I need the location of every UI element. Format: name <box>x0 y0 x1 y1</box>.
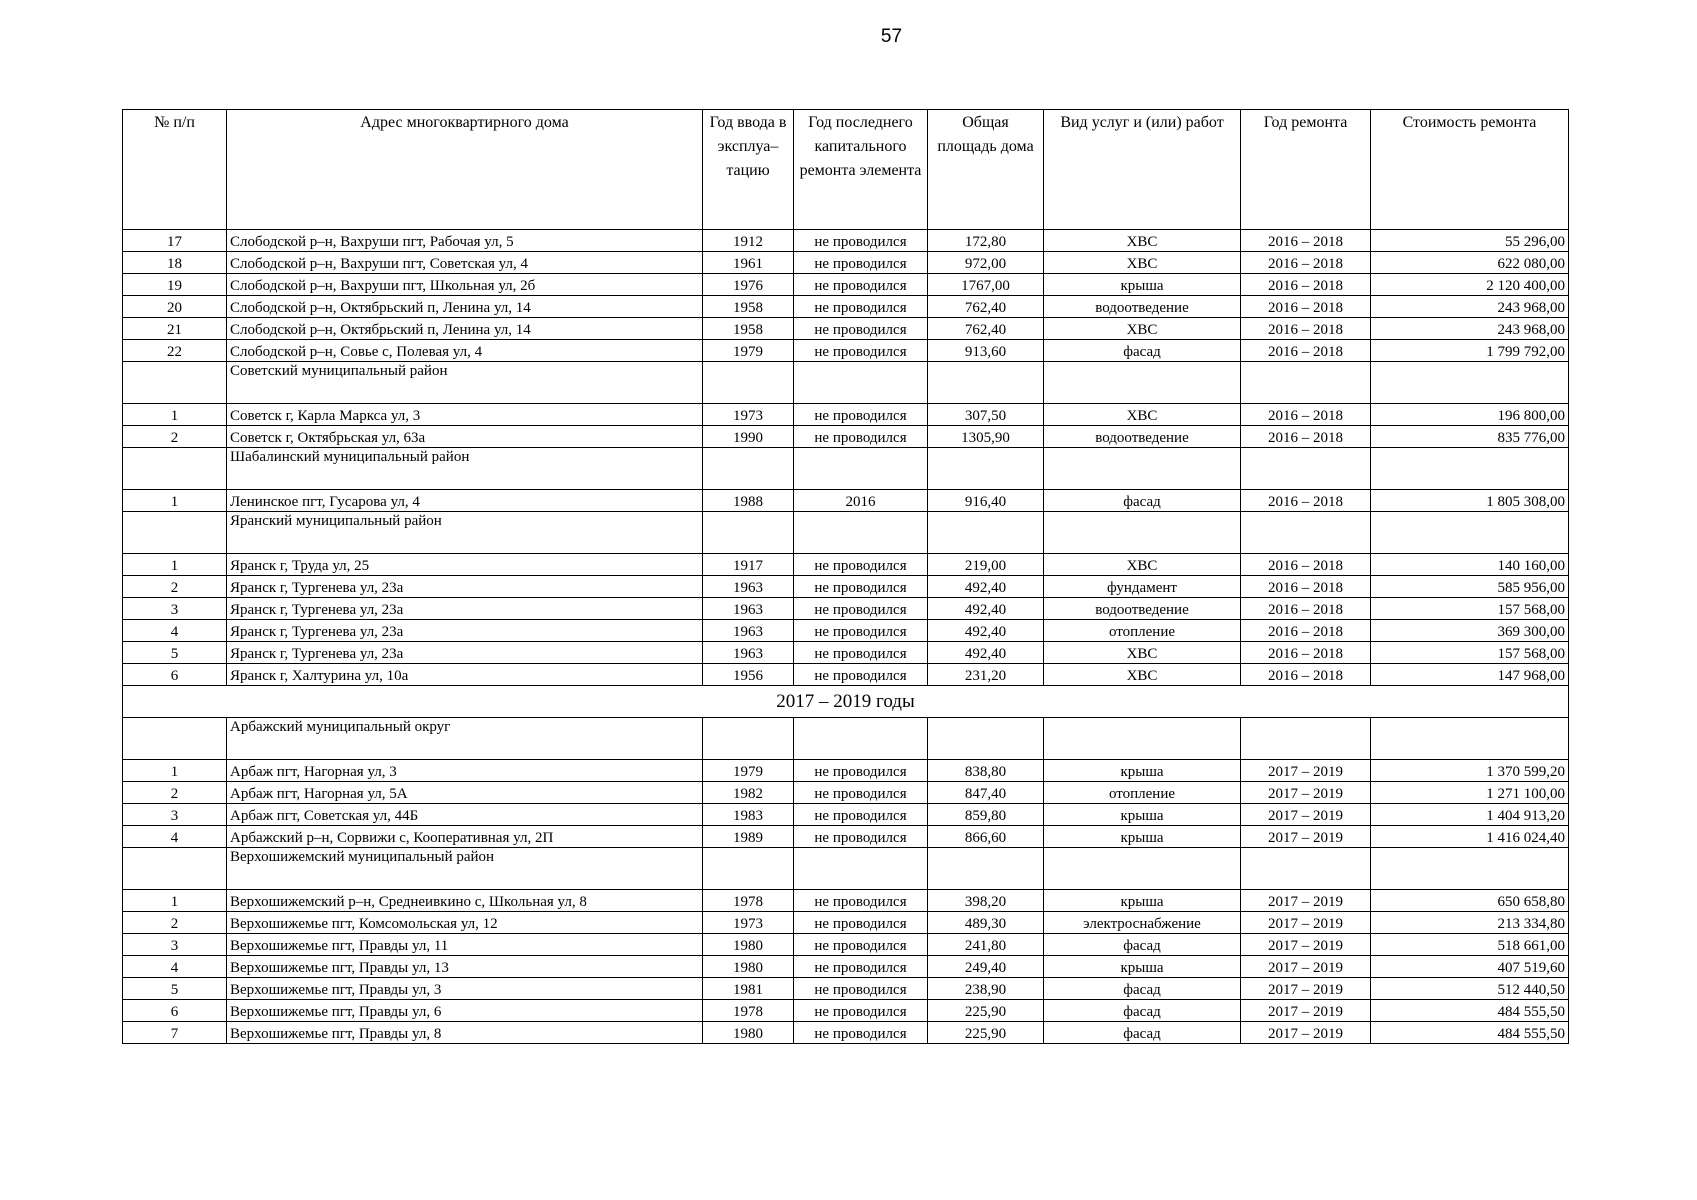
row-service: фасад <box>1044 978 1241 1000</box>
empty-cell <box>123 848 227 890</box>
row-area: 172,80 <box>928 230 1044 252</box>
row-year-built: 1973 <box>703 912 794 934</box>
row-cost: 1 805 308,00 <box>1371 490 1569 512</box>
district-name: Верхошижемский муниципальный район <box>227 848 703 890</box>
row-repair-years: 2017 – 2019 <box>1241 912 1371 934</box>
row-repair-years: 2017 – 2019 <box>1241 826 1371 848</box>
row-year-built: 1983 <box>703 804 794 826</box>
row-num: 21 <box>123 318 227 340</box>
row-address: Яранск г, Тургенева ул, 23а <box>227 620 703 642</box>
row-year-built: 1990 <box>703 426 794 448</box>
row-year-built: 1979 <box>703 760 794 782</box>
row-area: 859,80 <box>928 804 1044 826</box>
row-last-repair: не проводился <box>794 826 928 848</box>
row-service: фасад <box>1044 490 1241 512</box>
row-repair-years: 2016 – 2018 <box>1241 426 1371 448</box>
row-service: крыша <box>1044 890 1241 912</box>
row-service: водоотведение <box>1044 598 1241 620</box>
table-row <box>123 340 1569 362</box>
table-row <box>123 642 1569 664</box>
row-repair-years: 2017 – 2019 <box>1241 1000 1371 1022</box>
table-row <box>123 274 1569 296</box>
row-num: 22 <box>123 340 227 362</box>
row-year-built: 1963 <box>703 598 794 620</box>
row-year-built: 1961 <box>703 252 794 274</box>
row-area: 398,20 <box>928 890 1044 912</box>
row-service: фасад <box>1044 340 1241 362</box>
row-service: ХВС <box>1044 642 1241 664</box>
row-year-built: 1912 <box>703 230 794 252</box>
empty-cell <box>794 448 928 490</box>
row-year-built: 1988 <box>703 490 794 512</box>
row-num: 1 <box>123 404 227 426</box>
row-num: 3 <box>123 934 227 956</box>
row-repair-years: 2017 – 2019 <box>1241 890 1371 912</box>
table-row <box>123 230 1569 252</box>
row-last-repair: не проводился <box>794 804 928 826</box>
row-num: 4 <box>123 620 227 642</box>
row-num: 5 <box>123 978 227 1000</box>
row-year-built: 1981 <box>703 978 794 1000</box>
row-num: 20 <box>123 296 227 318</box>
header-repair-years: Год ремонта <box>1241 110 1371 230</box>
row-area: 972,00 <box>928 252 1044 274</box>
row-address: Арбажский р–н, Сорвижи с, Кооперативная ул, 2П <box>227 826 703 848</box>
row-last-repair: не проводился <box>794 1022 928 1044</box>
table-row <box>123 1022 1569 1044</box>
table-row <box>123 956 1569 978</box>
district-header-row <box>123 718 1569 760</box>
table-row <box>123 252 1569 274</box>
header-last-repair: Год последнего капитального ремонта элемента <box>794 110 928 230</box>
row-cost: 1 404 913,20 <box>1371 804 1569 826</box>
table-row <box>123 826 1569 848</box>
empty-cell <box>1371 718 1569 760</box>
row-year-built: 1980 <box>703 1022 794 1044</box>
row-area: 913,60 <box>928 340 1044 362</box>
row-num: 1 <box>123 890 227 912</box>
row-service: крыша <box>1044 760 1241 782</box>
row-last-repair: не проводился <box>794 934 928 956</box>
row-year-built: 1978 <box>703 890 794 912</box>
empty-cell <box>794 718 928 760</box>
row-area: 492,40 <box>928 576 1044 598</box>
empty-cell <box>1241 512 1371 554</box>
row-num: 2 <box>123 426 227 448</box>
row-num: 18 <box>123 252 227 274</box>
row-num: 5 <box>123 642 227 664</box>
row-address: Верхошижемье пгт, Правды ул, 13 <box>227 956 703 978</box>
row-address: Слободской р–н, Октябрьский п, Ленина ул, 14 <box>227 296 703 318</box>
row-last-repair: не проводился <box>794 576 928 598</box>
empty-cell <box>1044 848 1241 890</box>
row-address: Верхошижемье пгт, Комсомольская ул, 12 <box>227 912 703 934</box>
empty-cell <box>1044 512 1241 554</box>
row-num: 3 <box>123 804 227 826</box>
row-year-built: 1978 <box>703 1000 794 1022</box>
row-service: крыша <box>1044 826 1241 848</box>
row-address: Советск г, Карла Маркса ул, 3 <box>227 404 703 426</box>
row-num: 6 <box>123 1000 227 1022</box>
row-address: Арбаж пгт, Советская ул, 44Б <box>227 804 703 826</box>
row-address: Верхошижемье пгт, Правды ул, 11 <box>227 934 703 956</box>
table-row <box>123 664 1569 686</box>
row-repair-years: 2017 – 2019 <box>1241 804 1371 826</box>
empty-cell <box>703 512 794 554</box>
row-num: 2 <box>123 576 227 598</box>
row-address: Ленинское пгт, Гусарова ул, 4 <box>227 490 703 512</box>
row-cost: 55 296,00 <box>1371 230 1569 252</box>
row-service: фасад <box>1044 1000 1241 1022</box>
row-year-built: 1980 <box>703 956 794 978</box>
row-service: водоотведение <box>1044 426 1241 448</box>
row-repair-years: 2016 – 2018 <box>1241 230 1371 252</box>
row-cost: 140 160,00 <box>1371 554 1569 576</box>
empty-cell <box>928 848 1044 890</box>
row-last-repair: не проводился <box>794 782 928 804</box>
row-repair-years: 2016 – 2018 <box>1241 554 1371 576</box>
row-last-repair: не проводился <box>794 252 928 274</box>
row-address: Верхошижемский р–н, Среднеивкино с, Школьная ул, 8 <box>227 890 703 912</box>
row-last-repair: не проводился <box>794 664 928 686</box>
row-last-repair: не проводился <box>794 760 928 782</box>
district-header-row <box>123 848 1569 890</box>
row-area: 225,90 <box>928 1000 1044 1022</box>
row-last-repair: не проводился <box>794 598 928 620</box>
empty-cell <box>1371 848 1569 890</box>
row-cost: 512 440,50 <box>1371 978 1569 1000</box>
row-area: 241,80 <box>928 934 1044 956</box>
row-cost: 157 568,00 <box>1371 642 1569 664</box>
row-service: отопление <box>1044 620 1241 642</box>
row-area: 225,90 <box>928 1022 1044 1044</box>
row-cost: 518 661,00 <box>1371 934 1569 956</box>
repair-register-table <box>122 109 1569 1044</box>
row-num: 1 <box>123 490 227 512</box>
row-address: Слободской р–н, Совье с, Полевая ул, 4 <box>227 340 703 362</box>
district-name: Советский муниципальный район <box>227 362 703 404</box>
row-num: 17 <box>123 230 227 252</box>
table-row <box>123 318 1569 340</box>
row-num: 19 <box>123 274 227 296</box>
row-year-built: 1976 <box>703 274 794 296</box>
empty-cell <box>1371 362 1569 404</box>
empty-cell <box>1044 362 1241 404</box>
row-last-repair: не проводился <box>794 1000 928 1022</box>
empty-cell <box>1044 718 1241 760</box>
row-year-built: 1958 <box>703 296 794 318</box>
header-address: Адрес многоквартирного дома <box>227 110 703 230</box>
row-cost: 1 271 100,00 <box>1371 782 1569 804</box>
row-cost: 2 120 400,00 <box>1371 274 1569 296</box>
row-address: Слободской р–н, Вахруши пгт, Школьная ул, 2б <box>227 274 703 296</box>
empty-cell <box>123 718 227 760</box>
empty-cell <box>1371 512 1569 554</box>
row-last-repair: не проводился <box>794 230 928 252</box>
row-area: 492,40 <box>928 598 1044 620</box>
row-area: 492,40 <box>928 642 1044 664</box>
row-cost: 196 800,00 <box>1371 404 1569 426</box>
period-header-row <box>123 686 1569 718</box>
row-service: крыша <box>1044 274 1241 296</box>
row-repair-years: 2016 – 2018 <box>1241 252 1371 274</box>
row-last-repair: не проводился <box>794 274 928 296</box>
header-area: Общая площадь дома <box>928 110 1044 230</box>
row-num: 4 <box>123 826 227 848</box>
row-area: 838,80 <box>928 760 1044 782</box>
row-address: Верхошижемье пгт, Правды ул, 8 <box>227 1022 703 1044</box>
row-area: 847,40 <box>928 782 1044 804</box>
row-repair-years: 2017 – 2019 <box>1241 956 1371 978</box>
empty-cell <box>1241 362 1371 404</box>
row-cost: 243 968,00 <box>1371 318 1569 340</box>
empty-cell <box>703 848 794 890</box>
header-year-built: Год ввода в эксплуа– тацию <box>703 110 794 230</box>
period-title: 2017 – 2019 годы <box>123 686 1569 718</box>
row-service: электроснабжение <box>1044 912 1241 934</box>
row-cost: 484 555,50 <box>1371 1022 1569 1044</box>
row-repair-years: 2016 – 2018 <box>1241 598 1371 620</box>
row-cost: 585 956,00 <box>1371 576 1569 598</box>
row-repair-years: 2017 – 2019 <box>1241 760 1371 782</box>
row-cost: 1 370 599,20 <box>1371 760 1569 782</box>
empty-cell <box>794 362 928 404</box>
header-cost: Стоимость ремонта <box>1371 110 1569 230</box>
district-name: Яранский муниципальный район <box>227 512 703 554</box>
row-repair-years: 2016 – 2018 <box>1241 340 1371 362</box>
table-body <box>123 230 1569 1044</box>
row-repair-years: 2016 – 2018 <box>1241 404 1371 426</box>
row-year-built: 1963 <box>703 642 794 664</box>
row-cost: 407 519,60 <box>1371 956 1569 978</box>
table-row <box>123 890 1569 912</box>
table-row <box>123 576 1569 598</box>
row-repair-years: 2016 – 2018 <box>1241 318 1371 340</box>
row-cost: 243 968,00 <box>1371 296 1569 318</box>
row-last-repair: не проводился <box>794 978 928 1000</box>
table-row <box>123 404 1569 426</box>
empty-cell <box>123 448 227 490</box>
empty-cell <box>928 718 1044 760</box>
row-service: фасад <box>1044 934 1241 956</box>
table-row <box>123 554 1569 576</box>
row-area: 1767,00 <box>928 274 1044 296</box>
row-repair-years: 2017 – 2019 <box>1241 782 1371 804</box>
row-last-repair: 2016 <box>794 490 928 512</box>
row-address: Верхошижемье пгт, Правды ул, 3 <box>227 978 703 1000</box>
row-year-built: 1917 <box>703 554 794 576</box>
district-name: Шабалинский муниципальный район <box>227 448 703 490</box>
row-repair-years: 2016 – 2018 <box>1241 490 1371 512</box>
table-row <box>123 296 1569 318</box>
empty-cell <box>703 448 794 490</box>
row-area: 489,30 <box>928 912 1044 934</box>
table-row <box>123 490 1569 512</box>
row-last-repair: не проводился <box>794 554 928 576</box>
row-last-repair: не проводился <box>794 318 928 340</box>
row-address: Верхошижемье пгт, Правды ул, 6 <box>227 1000 703 1022</box>
row-address: Советск г, Октябрьская ул, 63а <box>227 426 703 448</box>
row-last-repair: не проводился <box>794 340 928 362</box>
row-address: Слободской р–н, Вахруши пгт, Советская ул, 4 <box>227 252 703 274</box>
row-area: 866,60 <box>928 826 1044 848</box>
row-repair-years: 2016 – 2018 <box>1241 642 1371 664</box>
empty-cell <box>928 512 1044 554</box>
row-last-repair: не проводился <box>794 912 928 934</box>
district-header-row <box>123 362 1569 404</box>
row-num: 1 <box>123 554 227 576</box>
row-area: 238,90 <box>928 978 1044 1000</box>
row-cost: 1 416 024,40 <box>1371 826 1569 848</box>
row-year-built: 1979 <box>703 340 794 362</box>
row-area: 762,40 <box>928 318 1044 340</box>
row-cost: 650 658,80 <box>1371 890 1569 912</box>
row-num: 4 <box>123 956 227 978</box>
row-year-built: 1980 <box>703 934 794 956</box>
row-address: Слободской р–н, Вахруши пгт, Рабочая ул, 5 <box>227 230 703 252</box>
empty-cell <box>123 362 227 404</box>
district-name: Арбажский муниципальный округ <box>227 718 703 760</box>
row-address: Яранск г, Халтурина ул, 10а <box>227 664 703 686</box>
row-last-repair: не проводился <box>794 956 928 978</box>
row-area: 762,40 <box>928 296 1044 318</box>
header-service: Вид услуг и (или) работ <box>1044 110 1241 230</box>
empty-cell <box>1241 848 1371 890</box>
row-area: 492,40 <box>928 620 1044 642</box>
header-num: № п/п <box>123 110 227 230</box>
row-last-repair: не проводился <box>794 296 928 318</box>
row-year-built: 1956 <box>703 664 794 686</box>
table-row <box>123 934 1569 956</box>
table-row <box>123 598 1569 620</box>
table-row <box>123 1000 1569 1022</box>
row-repair-years: 2016 – 2018 <box>1241 576 1371 598</box>
row-service: крыша <box>1044 804 1241 826</box>
row-address: Яранск г, Тургенева ул, 23а <box>227 642 703 664</box>
empty-cell <box>1241 448 1371 490</box>
row-last-repair: не проводился <box>794 620 928 642</box>
header-row <box>123 110 1569 230</box>
row-num: 1 <box>123 760 227 782</box>
row-year-built: 1989 <box>703 826 794 848</box>
row-year-built: 1963 <box>703 620 794 642</box>
row-address: Арбаж пгт, Нагорная ул, 3 <box>227 760 703 782</box>
empty-cell <box>928 448 1044 490</box>
row-num: 2 <box>123 912 227 934</box>
row-repair-years: 2017 – 2019 <box>1241 1022 1371 1044</box>
row-cost: 213 334,80 <box>1371 912 1569 934</box>
table-row <box>123 760 1569 782</box>
row-address: Арбаж пгт, Нагорная ул, 5А <box>227 782 703 804</box>
empty-cell <box>123 512 227 554</box>
table-row <box>123 978 1569 1000</box>
table-row <box>123 782 1569 804</box>
table-row <box>123 426 1569 448</box>
row-service: фундамент <box>1044 576 1241 598</box>
row-cost: 369 300,00 <box>1371 620 1569 642</box>
row-service: водоотведение <box>1044 296 1241 318</box>
row-cost: 835 776,00 <box>1371 426 1569 448</box>
row-repair-years: 2016 – 2018 <box>1241 296 1371 318</box>
row-address: Слободской р–н, Октябрьский п, Ленина ул, 14 <box>227 318 703 340</box>
row-year-built: 1982 <box>703 782 794 804</box>
row-repair-years: 2016 – 2018 <box>1241 664 1371 686</box>
table-row <box>123 620 1569 642</box>
page-number: 57 <box>880 26 903 47</box>
empty-cell <box>1241 718 1371 760</box>
row-last-repair: не проводился <box>794 642 928 664</box>
row-num: 2 <box>123 782 227 804</box>
row-year-built: 1963 <box>703 576 794 598</box>
empty-cell <box>794 512 928 554</box>
row-area: 1305,90 <box>928 426 1044 448</box>
empty-cell <box>703 362 794 404</box>
row-service: ХВС <box>1044 664 1241 686</box>
table-row <box>123 804 1569 826</box>
row-cost: 147 968,00 <box>1371 664 1569 686</box>
row-repair-years: 2016 – 2018 <box>1241 620 1371 642</box>
empty-cell <box>1044 448 1241 490</box>
row-repair-years: 2017 – 2019 <box>1241 934 1371 956</box>
row-last-repair: не проводился <box>794 890 928 912</box>
row-area: 916,40 <box>928 490 1044 512</box>
row-last-repair: не проводился <box>794 404 928 426</box>
row-service: ХВС <box>1044 252 1241 274</box>
row-year-built: 1973 <box>703 404 794 426</box>
row-area: 219,00 <box>928 554 1044 576</box>
empty-cell <box>1371 448 1569 490</box>
row-area: 307,50 <box>928 404 1044 426</box>
row-service: ХВС <box>1044 318 1241 340</box>
row-num: 7 <box>123 1022 227 1044</box>
row-year-built: 1958 <box>703 318 794 340</box>
row-repair-years: 2016 – 2018 <box>1241 274 1371 296</box>
table-row <box>123 912 1569 934</box>
row-service: ХВС <box>1044 404 1241 426</box>
row-cost: 157 568,00 <box>1371 598 1569 620</box>
row-num: 3 <box>123 598 227 620</box>
row-address: Яранск г, Труда ул, 25 <box>227 554 703 576</box>
row-service: отопление <box>1044 782 1241 804</box>
row-num: 6 <box>123 664 227 686</box>
row-address: Яранск г, Тургенева ул, 23а <box>227 598 703 620</box>
row-service: крыша <box>1044 956 1241 978</box>
empty-cell <box>928 362 1044 404</box>
row-cost: 622 080,00 <box>1371 252 1569 274</box>
row-last-repair: не проводился <box>794 426 928 448</box>
row-service: ХВС <box>1044 230 1241 252</box>
row-service: фасад <box>1044 1022 1241 1044</box>
row-service: ХВС <box>1044 554 1241 576</box>
row-address: Яранск г, Тургенева ул, 23а <box>227 576 703 598</box>
row-repair-years: 2017 – 2019 <box>1241 978 1371 1000</box>
district-header-row <box>123 512 1569 554</box>
row-cost: 1 799 792,00 <box>1371 340 1569 362</box>
row-area: 231,20 <box>928 664 1044 686</box>
empty-cell <box>703 718 794 760</box>
row-cost: 484 555,50 <box>1371 1000 1569 1022</box>
empty-cell <box>794 848 928 890</box>
district-header-row <box>123 448 1569 490</box>
row-area: 249,40 <box>928 956 1044 978</box>
